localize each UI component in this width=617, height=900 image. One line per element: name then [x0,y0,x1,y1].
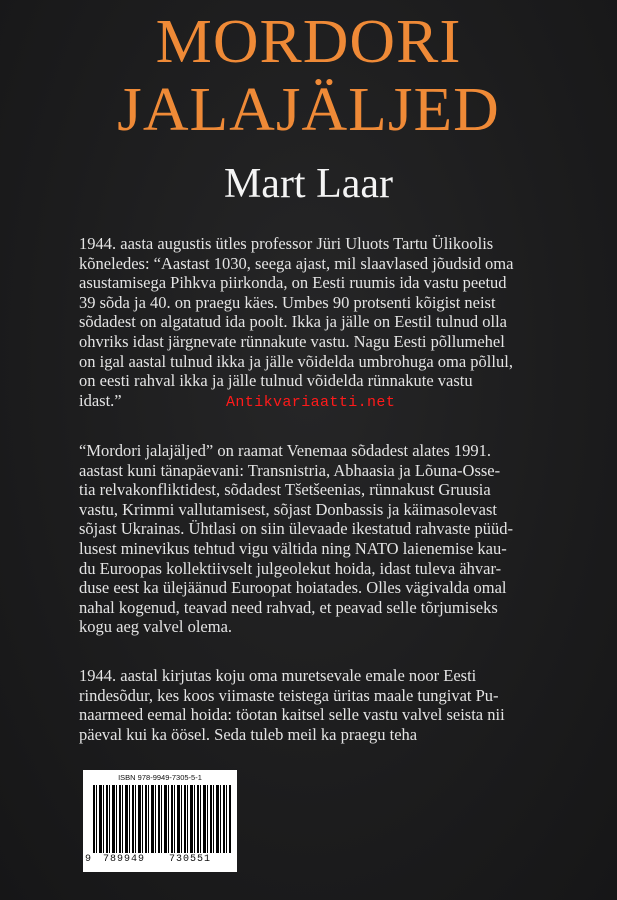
barcode-digits-left: 789949 [103,854,146,865]
watermark-text: Antikvariaatti.net [226,394,396,411]
barcode-digit-first: 9 [85,854,92,865]
book-title-line-1: MORDORI [155,8,462,76]
isbn-barcode [83,770,237,872]
blurb-paragraph-2: “Mordori jalajäljed” on raamat Venemaa sõdadest alates 1991. aastast kuni tänapäevani: Transnistria, Abhaasia ja Lõuna-Osse- tia relvakonfliktidest, sõdadest Tšetšeenias, rünnakust Gruusia vastu, Krimmi vallutamisest, sõjast Donbassis ja käimasolevast sõjast Ukrainas. Ühtlasi on siin ülevaade ikestatud rahvaste püüd- lusest minevikus tehtud vigu vältida ning NATO laienemise kau- du Euroopas kollektiivselt julgeolekut hoida, idast tuleva ähvar- duse eest ka ülejäänud Euroopat hoiatades. Olles vägivalda omal nahal kogenud, teavad need rahvad, et peavad selle tõrjumiseks kogu aeg valvel olema. [79,441,513,637]
barcode-digits [83,854,237,868]
author-name: Mart Laar [223,161,394,207]
isbn-label: ISBN 978-9949-7305-5-1 [118,773,202,782]
barcode-bars [93,785,231,853]
blurb-paragraph-3: 1944. aastal kirjutas koju oma muretsevale emale noor Eesti rindesõdur, kes koos viimaste teistega üritas maale tungivat Pu- naarmeed eemal hoida: töotan kaitsel selle vastu valvel seista nii päeval kui ka öösel. Seda tuleb meil ka praegu teha [79,666,505,744]
barcode-digits-right: 730551 [169,854,212,865]
blurb-paragraph-1: 1944. aasta augustis ütles professor Jüri Uluots Tartu Ülikoolis kõneledes: “Aastast 1030, seega ajast, mil slaavlased jõudsid oma asustamisega Pihkva piirkonda, on Eesti ruumis ida vastu peetud 39 sõda ja 40. on praegu käes. Umbes 90 protsenti kõigist neist sõdadest on algatatud ida poolt. Ikka ja jälle on Eestil tulnud olla ohvriks idast järgnevate rünnakute vastu. Nagu Eesti põllumehel on igal aastal tulnud ikka ja jälle võidelda umbrohuga oma põllul, on eesti rahval ikka ja jälle tulnud võidelda rünnakute vastu idast.” [79,234,514,410]
book-title-line-2: JALAJÄLJED [117,76,500,144]
